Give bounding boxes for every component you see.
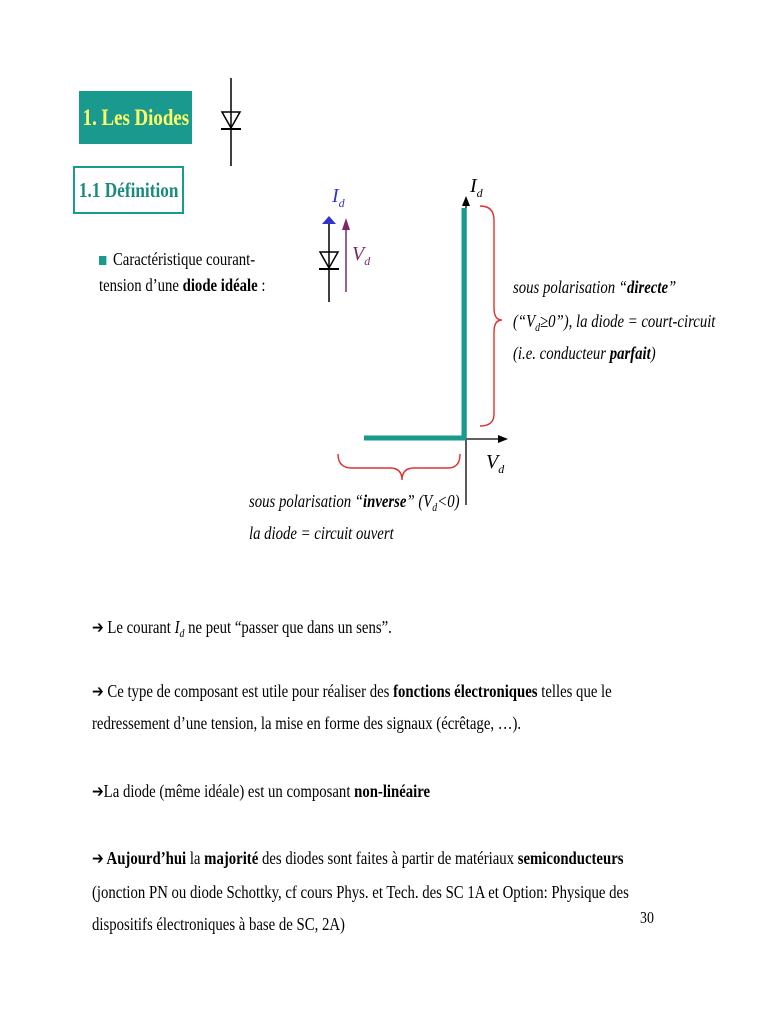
direct-brace [480, 206, 502, 426]
intro-line-2: tension d’une diode idéale : [99, 275, 266, 295]
section-title [79, 91, 192, 144]
direct-annotation-line-3: (i.e. conducteur parfait) [513, 343, 656, 363]
arrow-bullet-icon: ➔ [92, 682, 104, 702]
direct-annotation-line-1: sous polarisation “directe” [513, 277, 677, 297]
diode-symbol-icon [215, 78, 247, 166]
point-2-line-2: redressement d’une tension, la mise en forme des signaux (écrêtage, …). [92, 713, 522, 733]
square-bullet-icon [99, 256, 106, 265]
inverse-annotation-line-1: sous polarisation “inverse” $(V_d<0)$ [249, 491, 460, 514]
inverse-brace [338, 454, 460, 480]
iv-characteristic-graph [330, 170, 530, 510]
point-4-line-1: ➔ Aujourd’hui la majorité des diodes sont faites à partir de matériaux semiconducteurs [92, 848, 624, 869]
schematic-current-label: $I_d$ [332, 185, 345, 210]
arrow-bullet-icon: ➔ [92, 849, 104, 869]
x-axis-label: $V_d$ [486, 451, 505, 476]
y-axis-label: $I_d$ [470, 175, 483, 200]
intro-line-1: Caractéristique courant- [99, 246, 255, 272]
inverse-annotation-line-2: la diode = circuit ouvert [249, 523, 394, 543]
schematic-voltage-label: $V_d$ [352, 243, 371, 268]
page-number: 30 [640, 908, 654, 927]
arrow-bullet-icon: ➔ [92, 782, 104, 802]
arrow-bullet-icon: ➔ [92, 618, 104, 638]
subsection-title [73, 166, 184, 214]
section-title-text: 1. Les Diodes [82, 104, 189, 130]
point-4-line-3: dispositifs électroniques à base de SC, 2A) [92, 914, 345, 934]
point-2-line-1: ➔ Ce type de composant est utile pour réaliser des fonctions électroniques telles que le [92, 681, 612, 702]
point-3: ➔La diode (même idéale) est un composant non-linéaire [92, 781, 431, 802]
subsection-title-text: 1.1 Définition [78, 177, 179, 202]
point-4-line-2: (jonction PN ou diode Schottky, cf cours Phys. et Tech. des SC 1A et Option: Physique des [92, 882, 629, 902]
point-1: ➔ Le courant $I_d$ ne peut “passer que dans un sens”. [92, 617, 392, 640]
direct-annotation-line-2: $(“V_d\ge 0”)$, la diode = court-circuit [513, 311, 716, 334]
